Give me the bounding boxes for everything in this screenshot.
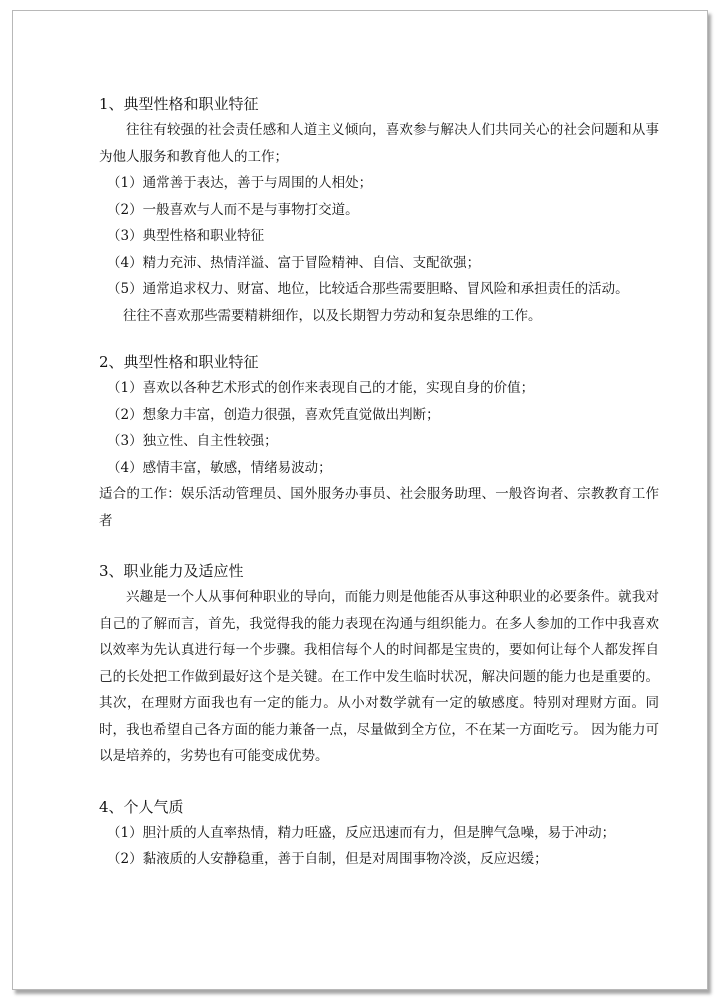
section-2 (99, 349, 659, 534)
section-1 (99, 91, 659, 329)
section-intro-paragraph: 往往有较强的社会责任感和人道主义倾向，喜欢参与解决人们共同关心的社会问题和从事为他人服务和教育他人的工作； (99, 122, 659, 165)
section-spacer (99, 534, 659, 558)
section-spacer (99, 770, 659, 794)
section-heading: 3、职业能力及适应性 (99, 562, 244, 580)
list-item: （3）独立性、自主性较强； (107, 433, 278, 449)
document-page (12, 10, 708, 990)
section-3 (99, 558, 659, 770)
list-item: （4）感情丰富，敏感，情绪易波动； (107, 459, 332, 476)
section-4 (99, 794, 659, 873)
section-trailing-text: 适合的工作：娱乐活动管理员、国外服务办事员、社会服务助理、一般咨询者、宗教教育工作者 (99, 486, 659, 529)
section-spacer (99, 329, 659, 349)
list-item: （1）胆汁质的人直率热情，精力旺盛，反应迅速而有力，但是脾气急噪，易于冲动； (107, 824, 616, 841)
list-item: （1）通常善于表达，善于与周围的人相处； (107, 175, 373, 191)
section-body-paragraph: 兴趣是一个人从事何种职业的导向，而能力则是他能否从事这种职业的必要条件。就我对自己的了解而言，首先，我觉得我的能力表现在沟通与组织能力。在多人参加的工作中我喜欢以效率为先认真进行每一个步骤。我相信每个人的时间都是宝贵的，要如何让每个人都发挥自己的长处把工作做到最好这个是关键。在工作中发生临时状况，解决问题的能力也是重要的。其次，在理财方面我也有一定的能力。从小对数学就有一定的敏感度。特别对理财方面。同时，我也希望自己各方面的能力兼备一点，尽量做到全方位，不在某一方面吃亏。 因为能力可以是培养的，劣势也有可能变成优势。 (99, 589, 659, 764)
list-item: （2）想象力丰富，创造力很强，喜欢凭直觉做出判断； (107, 406, 440, 423)
section-heading: 1、典型性格和职业特征 (99, 95, 259, 113)
list-item: （4）精力充沛、热情洋溢、富于冒险精神、自信、支配欲强； (107, 254, 481, 271)
list-item: （1）喜欢以各种艺术形式的创作来表现自己的才能，实现自身的价值； (107, 380, 535, 396)
section-heading: 2、典型性格和职业特征 (99, 353, 259, 371)
document-content (99, 91, 659, 873)
list-item: （2）黏液质的人安静稳重，善于自制，但是对周围事物冷淡，反应迟缓； (107, 851, 548, 867)
list-item: （3）典型性格和职业特征 (107, 228, 265, 244)
list-item: （2）一般喜欢与人而不是与事物打交道。 (107, 201, 359, 218)
list-item: （5）通常追求权力、财富、地位，比较适合那些需要胆略、冒风险和承担责任的活动。 (107, 281, 629, 297)
section-heading: 4、个人气质 (99, 797, 184, 816)
section-trailing-text: 往往不喜欢那些需要精耕细作，以及长期智力劳动和复杂思维的工作。 (123, 307, 542, 324)
